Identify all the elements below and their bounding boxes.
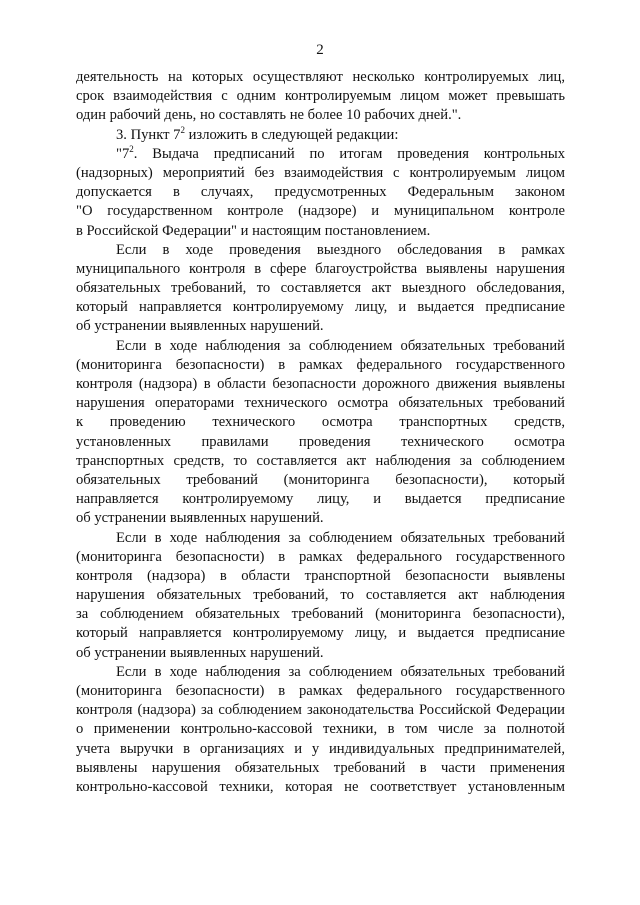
- text-line: (мониторинга безопасности) в рамках федерального государственного: [76, 356, 565, 373]
- text-line: установленных правилами проведения технического осмотра: [76, 433, 565, 450]
- text-line: направляется контролируемому лицу, и выдается предписание: [76, 491, 565, 508]
- text-line: об устранении выявленных нарушений.: [76, 318, 324, 335]
- superscript: 2: [180, 124, 185, 135]
- superscript: 2: [129, 143, 134, 154]
- text-line: выявлены нарушения обязательных требований в части применения: [76, 759, 565, 776]
- text-line: который направляется контролируемому лицу, и выдается предписание: [76, 625, 565, 642]
- text-line: "О государственном контроле (надзоре) и муниципальном контроле: [76, 203, 565, 220]
- item-text: изложить в следующей редакции:: [184, 126, 399, 143]
- text-line: обязательных требований, то составляется акт выездного обследования,: [76, 280, 565, 297]
- text-line: Если в ходе наблюдения за соблюдением обязательных требований: [116, 529, 565, 546]
- text-line: контрольно-кассовой техники, которая не соответствует установленным: [76, 778, 565, 795]
- text-line: о применении контрольно-кассовой техники, в том числе за полнотой: [76, 721, 565, 738]
- text-line: контроля (надзора) за соблюдением законодательства Российской Федерации: [76, 702, 565, 719]
- text-line: нарушения операторами технического осмотра обязательных требований: [76, 395, 565, 412]
- text-line: за соблюдением обязательных требований (мониторинга безопасности),: [76, 606, 565, 623]
- text-line: деятельность на которых осуществляют несколько контролируемых лиц,: [76, 69, 565, 85]
- item-text: 3. Пункт 7: [116, 126, 181, 143]
- text-line: нарушения обязательных требований, то составляется акт наблюдения: [76, 587, 565, 604]
- page-number: 2: [316, 42, 324, 58]
- text-line: (надзорных) мероприятий без взаимодействия с контролируемым лицом: [76, 164, 565, 181]
- text-line: Если в ходе наблюдения за соблюдением обязательных требований: [116, 337, 565, 354]
- text-line: муниципального контроля в сфере благоустройства выявлены нарушения: [76, 260, 565, 277]
- text-line: (мониторинга безопасности) в рамках федерального государственного: [76, 548, 565, 565]
- text-line: один рабочий день, но составлять не более 10 рабочих дней.".: [76, 107, 462, 124]
- text-line: транспортных средств, то составляется акт наблюдения за соблюдением: [76, 452, 565, 469]
- text-line: учета выручки в организациях и у индивидуальных предпринимателей,: [76, 740, 565, 757]
- item-text: "7: [116, 145, 130, 162]
- amendment-item-line: [76, 126, 565, 145]
- text-line: (мониторинга безопасности) в рамках федерального государственного: [76, 683, 565, 699]
- text-line: срок взаимодействия с одним контролируемым лицом может превышать: [76, 88, 565, 105]
- text-line: об устранении выявленных нарушений.: [76, 510, 324, 527]
- text-line: который направляется контролируемому лицу, и выдается предписание: [76, 299, 565, 316]
- text-line: обязательных требований (мониторинга безопасности), который: [76, 471, 565, 488]
- text-line: Если в ходе проведения выездного обследования в рамках: [116, 241, 565, 258]
- text-line: допускается в случаях, предусмотренных Федеральным законом: [76, 184, 565, 201]
- text-line: контроля (надзора) в области безопасности дорожного движения выявлены: [76, 376, 565, 392]
- document-body: [76, 68, 565, 797]
- text-line: к проведению технического осмотра транспортных средств,: [76, 414, 565, 431]
- text-line: Если в ходе наблюдения за соблюдением обязательных требований: [116, 663, 565, 680]
- text-line: об устранении выявленных нарушений.: [76, 644, 324, 661]
- item-text: . Выдача предписаний по итогам проведения контрольных: [133, 145, 565, 162]
- quoted-item-line: [76, 145, 565, 164]
- text-line: в Российской Федерации" и настоящим постановлением.: [76, 222, 431, 239]
- text-line: контроля (надзора) в области транспортной безопасности выявлены: [76, 567, 565, 584]
